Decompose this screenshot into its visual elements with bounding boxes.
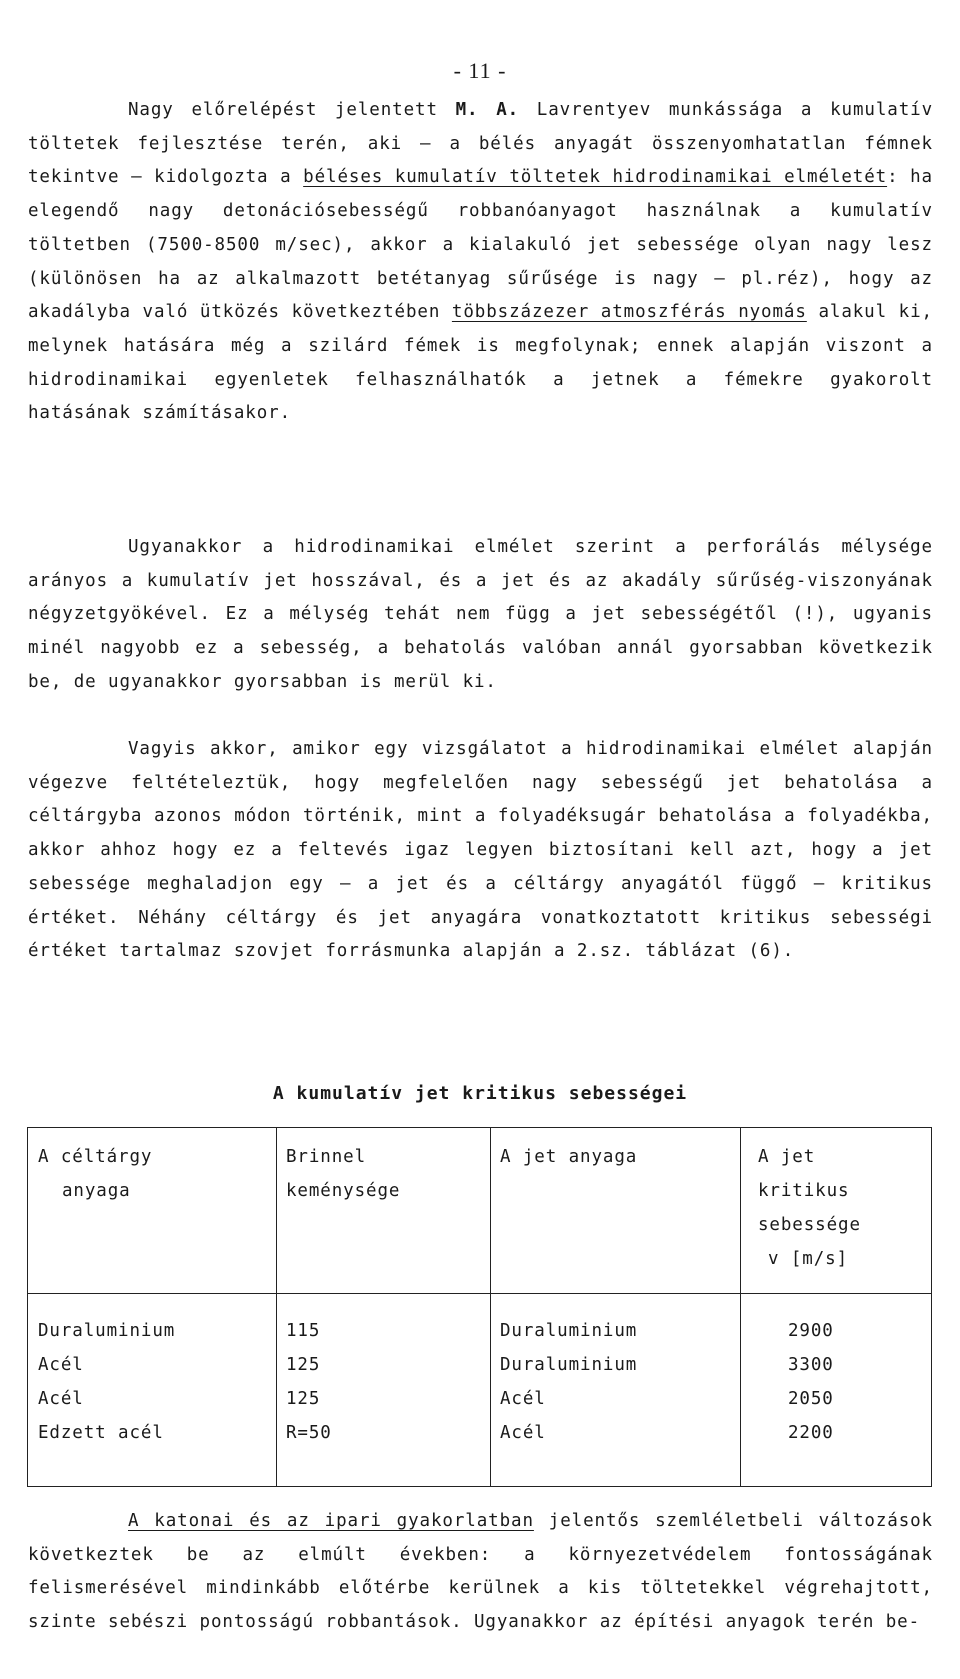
column-divider bbox=[490, 1128, 491, 1486]
header-line: A jet bbox=[758, 1147, 816, 1167]
header-line: v [m/s] bbox=[768, 1249, 849, 1269]
header-line: A céltárgy bbox=[38, 1147, 153, 1167]
column-divider bbox=[740, 1128, 741, 1486]
cell-jet: Duraluminium bbox=[500, 1321, 638, 1341]
cell-speed: 2200 bbox=[788, 1423, 834, 1443]
header-line: kritikus bbox=[758, 1181, 850, 1201]
header-divider bbox=[28, 1293, 931, 1294]
header-line: A jet anyaga bbox=[500, 1147, 638, 1167]
header-line: keménysége bbox=[286, 1181, 401, 1201]
underlined-phrase: béléses kumulatív töltetek hidrodinamikai elméletét bbox=[303, 167, 888, 188]
header-jet-material bbox=[500, 1140, 637, 1174]
paragraph-practice bbox=[28, 1505, 933, 1640]
cell-target: Acél bbox=[38, 1355, 84, 1375]
cell-target: Duraluminium bbox=[38, 1321, 176, 1341]
cell-speed: 2050 bbox=[788, 1389, 834, 1409]
cell-hardness: R=50 bbox=[286, 1423, 332, 1443]
cell-hardness: 115 bbox=[286, 1321, 321, 1341]
cell-jet: Duraluminium bbox=[500, 1355, 638, 1375]
critical-speed-table bbox=[27, 1127, 932, 1487]
paragraph-text: jelentős szemléletbeli változások következtek be az elmúlt években: a környezetvédelem fontosságának felismerésével mindinkább előtérbe kerülnek a kis töltetekkel végrehajtott, szinte sebészi pontosságú robbantások. Ugyanakkor az építési anyagok terén be- bbox=[28, 1511, 933, 1633]
cell-target: Edzett acél bbox=[38, 1423, 164, 1443]
paragraph-text: Lavrentyev munkássága a kumulatív töltetek fejlesztése terén, aki – a bélés anyagát összenyomhatatlan fémnek tekintve – kidolgozta a bbox=[28, 100, 933, 188]
header-brinell-hardness bbox=[286, 1140, 400, 1208]
table-title: A kumulatív jet kritikus sebességei bbox=[272, 1083, 688, 1104]
header-line: sebessége bbox=[758, 1215, 861, 1235]
paragraph-lavrentyev bbox=[28, 94, 933, 431]
header-critical-speed bbox=[758, 1140, 861, 1276]
cell-speed: 2900 bbox=[788, 1321, 834, 1341]
cell-speed: 3300 bbox=[788, 1355, 834, 1375]
paragraph-text: Nagy előrelépést jelentett bbox=[128, 100, 456, 120]
underlined-phrase: A katonai és az ipari gyakorlatban bbox=[128, 1511, 534, 1531]
author-name: M. A. bbox=[455, 100, 520, 120]
cell-jet: Acél bbox=[500, 1423, 546, 1443]
paragraph-text: : ha elegendő nagy detonációsebességű robbanóanyagot használnak a kumulatív töltetben (7500-8500 m/sec), akkor a kialakuló jet sebessége olyan nagy lesz (különösen ha az alkalmazott betétanyag sűrűsége is nagy – pl.réz), hogy az akadályba való ütközés következtében bbox=[28, 167, 933, 323]
header-line: Brinnel bbox=[286, 1147, 367, 1167]
underlined-phrase: többszázezer atmoszférás nyomás bbox=[451, 302, 807, 323]
paragraph-text: alakul ki, melynek hatására még a szilárd fémek is megfolynak; ennek alapján viszont a hidrodinamikai egyenletek felhasználhatók a jetnek a fémekre gyakorolt hatásának számításakor. bbox=[28, 302, 933, 424]
cell-hardness: 125 bbox=[286, 1355, 321, 1375]
paragraph-critical-speed: Vagyis akkor, amikor egy vizsgálatot a hidrodinamikai elmélet alapján végezve feltételeztük, hogy megfelelően nagy sebességű jet behatolása a céltárgyba azonos módon történik, mint a folyadéksugár behatolása a folyadékba, akkor ahhoz hogy ez a feltevés igaz legyen biztosítani kell azt, hogy a jet sebessége meghaladjon egy – a jet és a céltárgy anyagától függő – kritikus értéket. Néhány céltárgy és jet anyagára vonatkoztatott kritikus sebességi értéket tartalmaz szovjet forrásmunka alapján a 2.sz. táblázat (6). bbox=[28, 739, 933, 962]
header-line: anyaga bbox=[62, 1181, 131, 1201]
cell-hardness: 125 bbox=[286, 1389, 321, 1409]
header-target-material bbox=[38, 1140, 152, 1208]
cell-target: Acél bbox=[38, 1389, 84, 1409]
page-number: - 11 - bbox=[453, 58, 507, 83]
paragraph-perforation: Ugyanakkor a hidrodinamikai elmélet szerint a perforálás mélysége arányos a kumulatív jet hosszával, és a jet és az akadály sűrűség-viszonyának négyzetgyökével. Ez a mélység tehát nem függ a jet sebességétől (!), ugyanis minél nagyobb ez a sebesség, a behatolás valóban annál gyorsabban következik be, de ugyanakkor gyorsabban is merül ki. bbox=[28, 537, 933, 692]
cell-jet: Acél bbox=[500, 1389, 546, 1409]
column-divider bbox=[276, 1128, 277, 1486]
